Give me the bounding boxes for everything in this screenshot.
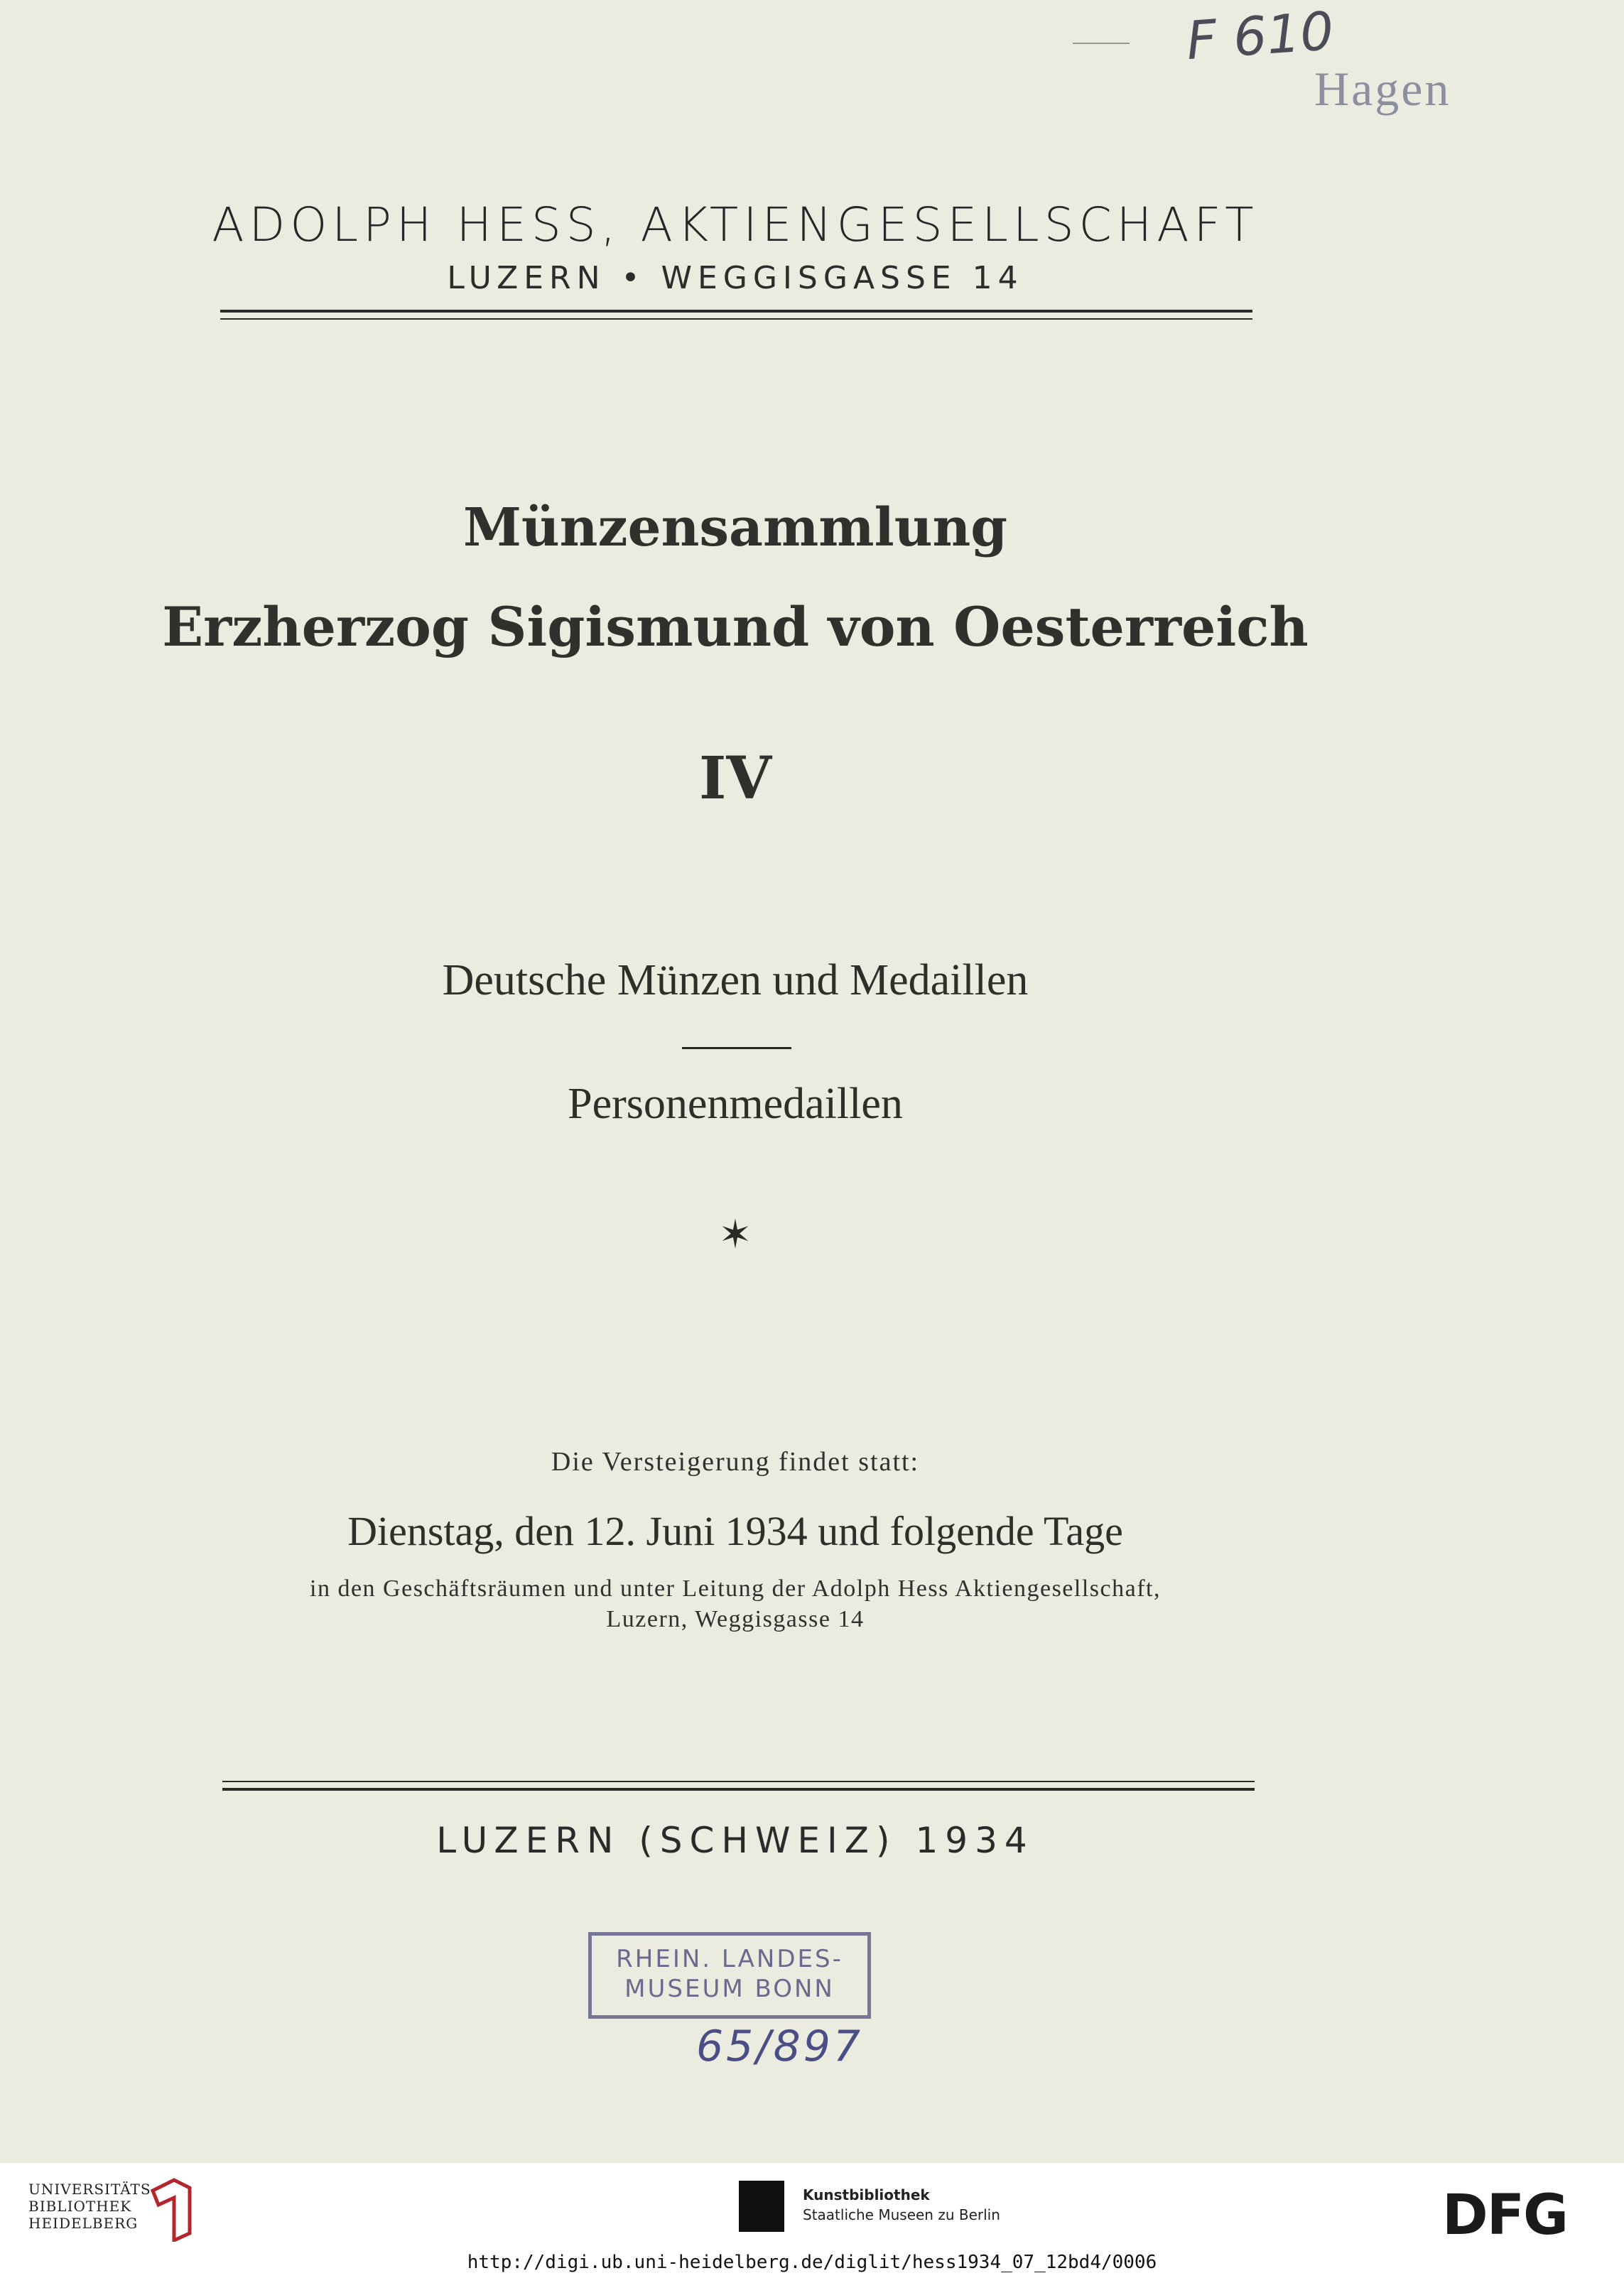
imprint-place-year: LUZERN (SCHWEIZ) 1934 — [436, 1820, 1034, 1861]
permalink-url[interactable]: http://digi.ub.uni-heidelberg.de/diglit/hess1934_07_12bd4/0006 — [467, 2252, 1157, 2273]
subtitle-coins: Deutsche Münzen und Medaillen — [442, 956, 1029, 1004]
kunstbibliothek-logo-icon[interactable] — [739, 2181, 784, 2232]
header-rule-thick — [220, 310, 1252, 313]
handwritten-shelfmark: F 610 — [1184, 0, 1336, 72]
stamped-name: Hagen — [1314, 62, 1451, 116]
collection-owner: Erzherzog Sigismund von Oesterreich — [162, 595, 1309, 658]
footer-rule-thin — [222, 1781, 1255, 1782]
volume-number: IV — [699, 744, 772, 813]
stamp-line1: RHEIN. LANDES- — [616, 1945, 843, 1973]
ub-line1: UNIVERSITÄTS- — [28, 2181, 158, 2198]
kunstbibliothek-label[interactable] — [803, 2185, 1000, 2225]
auction-location-line1: in den Geschäftsräumen und unter Leitung der Adolph Hess Aktiengesellschaft, — [310, 1575, 1161, 1602]
publisher-name: ADOLPH HESS, AKTIENGESELLSCHAFT — [212, 197, 1259, 252]
museum-stamp — [588, 1932, 871, 2019]
ub-line3: HEIDELBERG — [28, 2215, 139, 2232]
accession-number: 65/897 — [696, 2022, 864, 2071]
subtitle-medals: Personenmedaillen — [568, 1080, 903, 1128]
subtitle-divider — [682, 1047, 791, 1049]
ub-line2: BIBLIOTHEK — [28, 2198, 132, 2215]
kb-title: Kunstbibliothek — [803, 2186, 930, 2203]
header-rule-thin — [220, 318, 1252, 320]
ub-heidelberg-logo-icon[interactable] — [146, 2176, 195, 2242]
pencil-dash — [1073, 43, 1130, 44]
auction-location-line2: Luzern, Weggisgasse 14 — [606, 1606, 865, 1632]
dfg-logo[interactable]: DFG — [1442, 2184, 1568, 2247]
footer-rule-thick — [222, 1788, 1255, 1791]
collection-title: Münzensammlung — [462, 497, 1008, 558]
kb-subtitle: Staatliche Museen zu Berlin — [803, 2206, 1000, 2223]
stamp-line2: MUSEUM BONN — [624, 1975, 835, 2003]
auction-intro: Die Versteigerung findet statt: — [551, 1447, 920, 1477]
ub-heidelberg-label[interactable] — [28, 2181, 157, 2232]
star-ornament: ✶ — [718, 1212, 752, 1258]
publisher-address: LUZERN • WEGGISGASSE 14 — [447, 260, 1024, 296]
auction-date: Dienstag, den 12. Juni 1934 und folgende Tage — [347, 1508, 1123, 1554]
